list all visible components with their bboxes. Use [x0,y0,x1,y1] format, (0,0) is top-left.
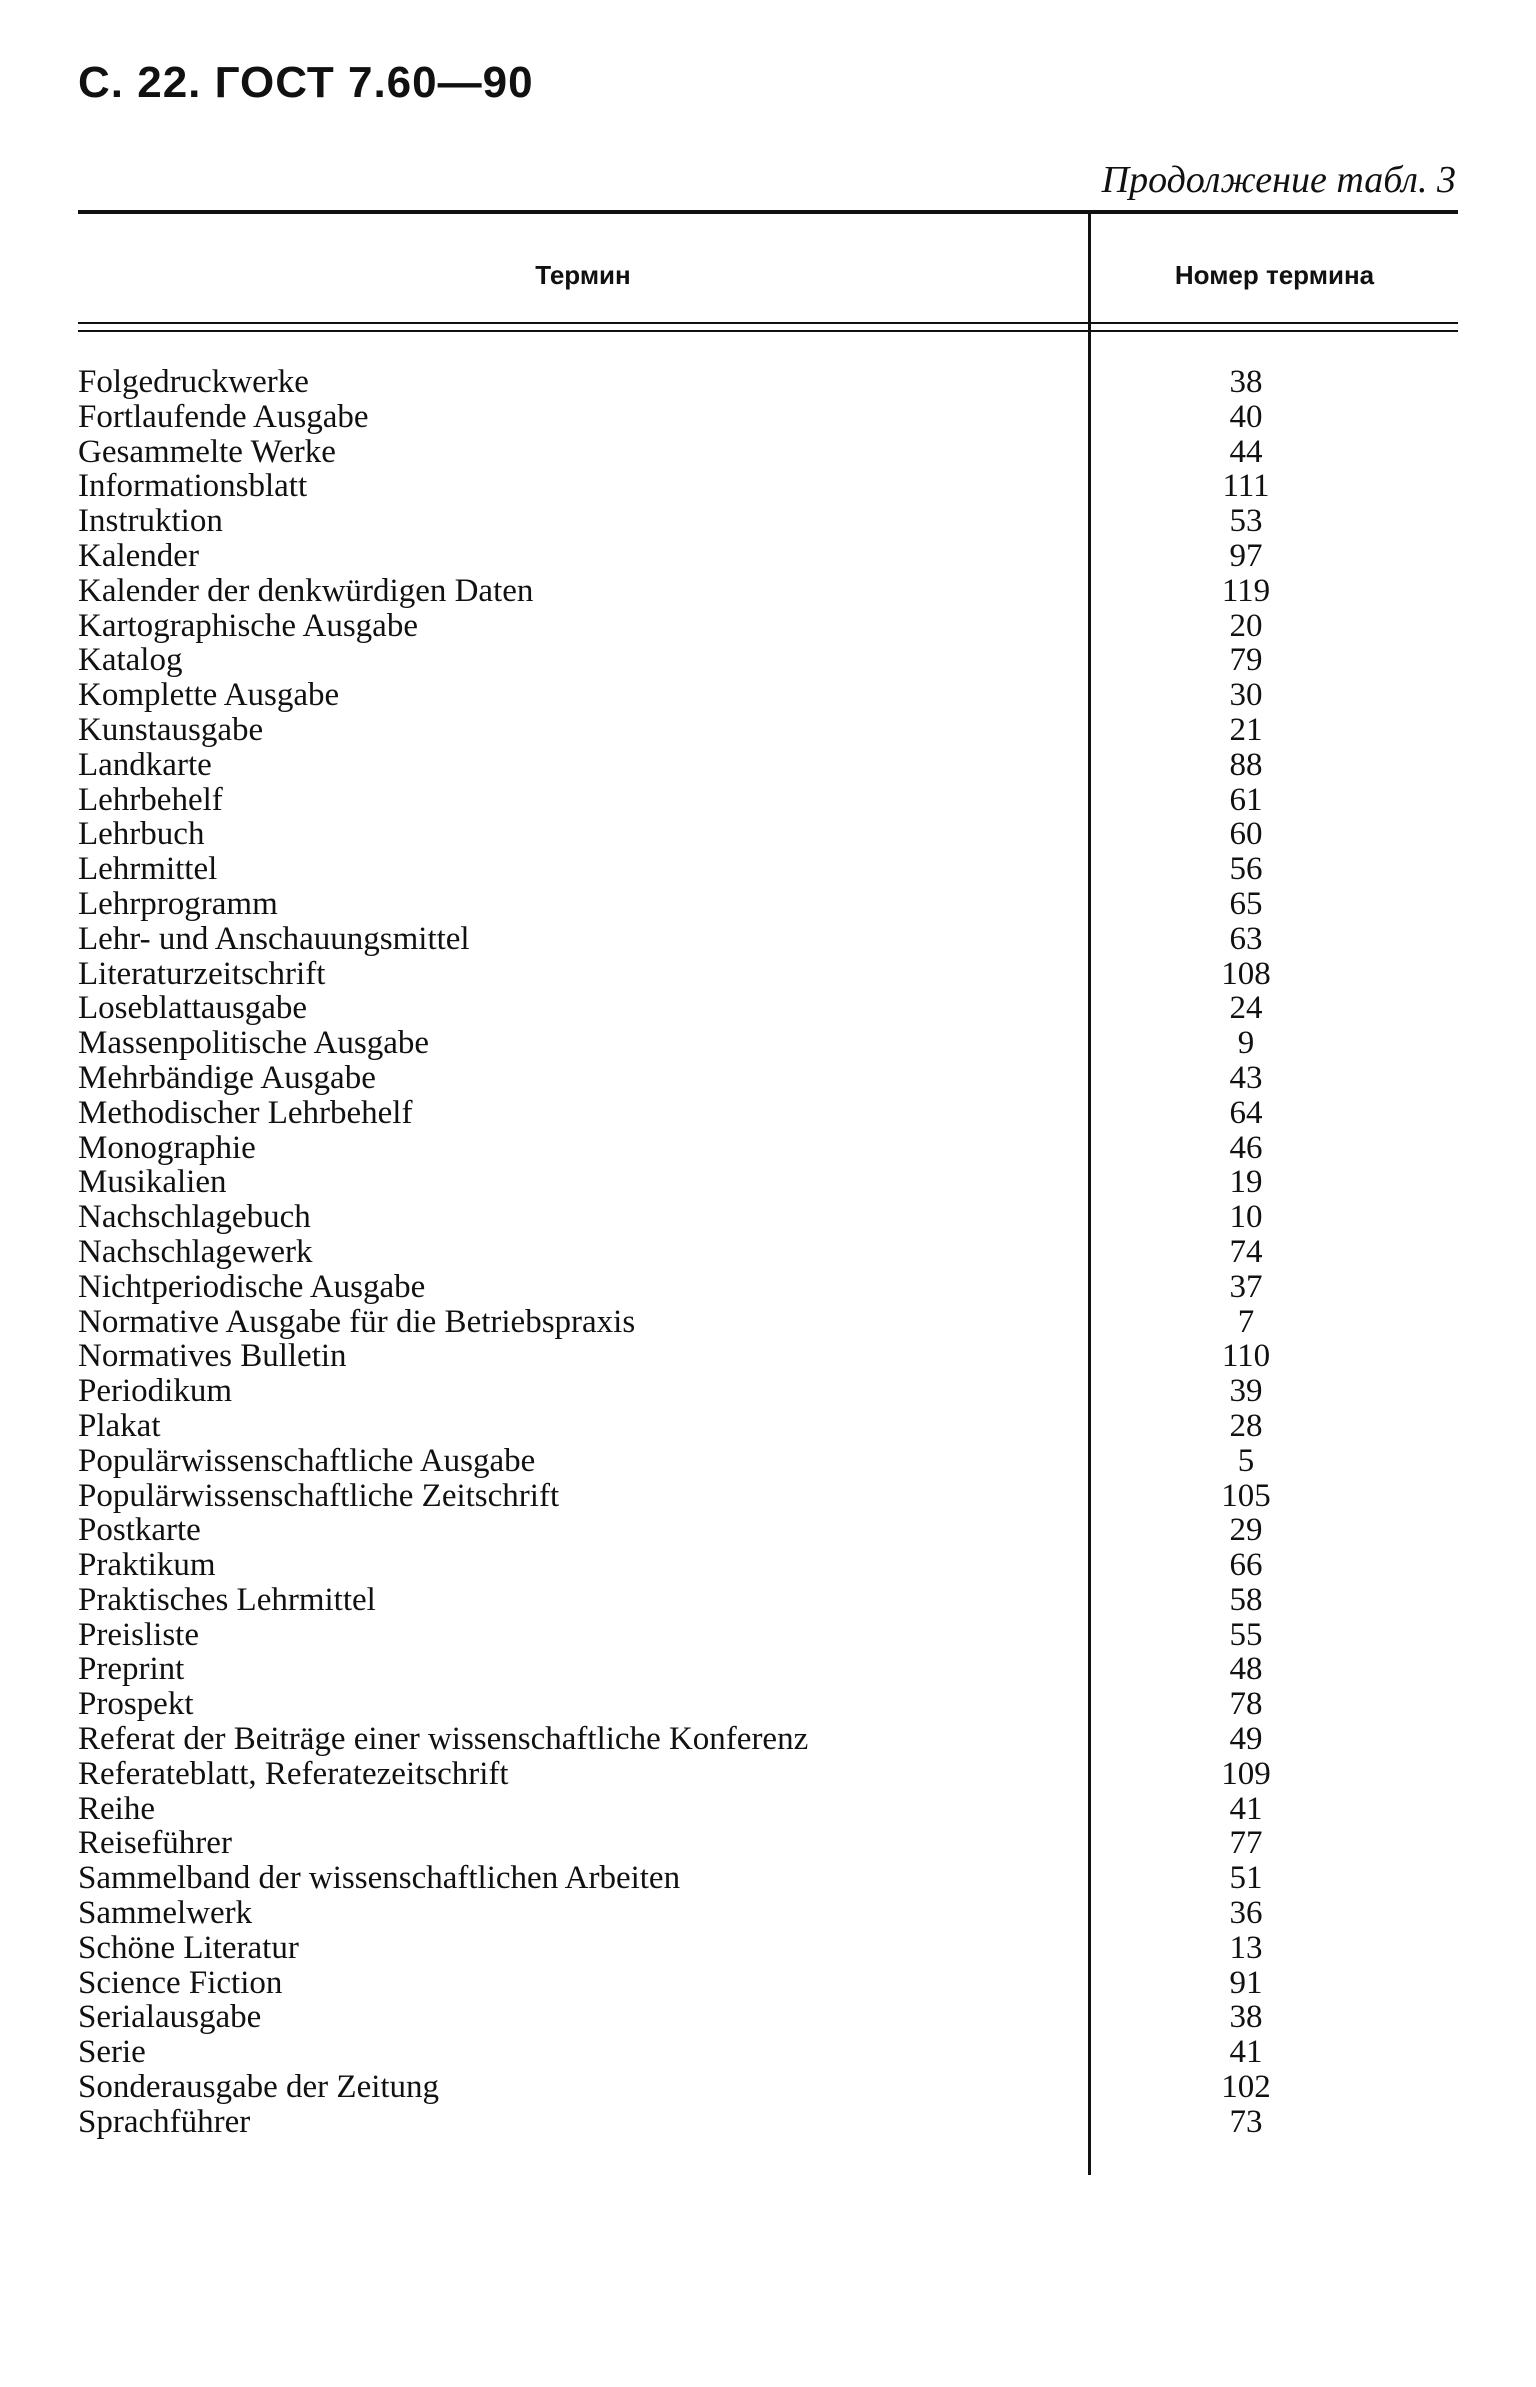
table-row [78,1687,1458,1722]
term-cell: Serie [78,2034,146,2071]
term-number-cell: 40 [1229,398,1263,435]
term-cell: Lehrbehelf [78,781,223,818]
term-cell: Nachschlagebuch [78,1199,311,1236]
table-row [78,1339,1458,1374]
term-number-cell: 39 [1229,1373,1263,1410]
term-cell: Kalender der denkwürdigen Daten [78,572,534,609]
term-cell: Populärwissenschaftliche Ausgabe [78,1442,536,1479]
term-cell: Schöne Literatur [78,1929,299,1966]
term-number-cell: 24 [1229,990,1263,1027]
term-number-cell: 105 [1221,1477,1271,1514]
term-cell: Referat der Beiträge einer wissenschaftliche Konferenz [78,1721,809,1758]
term-number-cell: 38 [1229,1999,1263,2036]
table-row [78,887,1458,922]
term-cell: Kalender [78,537,199,574]
table-row [78,713,1458,748]
term-number-cell: 41 [1229,2034,1263,2071]
table-row [78,1235,1458,1270]
page-header: С. 22. ГОСТ 7.60—90 [78,58,534,107]
table-row [78,504,1458,539]
table-row [78,609,1458,644]
term-number-cell: 74 [1229,1233,1263,1270]
term-number-cell: 7 [1237,1303,1255,1340]
term-cell: Loseblattausgabe [78,990,308,1027]
term-number-cell: 77 [1229,1825,1263,1862]
table-row [78,539,1458,574]
term-number-cell: 36 [1229,1895,1263,1932]
term-cell: Lehrprogramm [78,885,278,922]
table-row [78,991,1458,1026]
term-number-cell: 61 [1229,781,1263,818]
term-number-cell: 29 [1229,1512,1263,1549]
table-row [78,1165,1458,1200]
term-cell: Reiseführer [78,1825,232,1862]
table-row [78,1652,1458,1687]
term-cell: Instruktion [78,503,223,540]
term-cell: Nichtperiodische Ausgabe [78,1268,426,1305]
table-body [78,365,1458,2140]
term-number-cell: 43 [1229,1059,1263,1096]
table-row [78,1513,1458,1548]
term-number-cell: 65 [1229,885,1263,922]
header-double-rule [78,322,1458,332]
term-cell: Kunstausgabe [78,711,264,748]
term-cell: Populärwissenschaftliche Zeitschrift [78,1477,560,1514]
term-cell: Praktisches Lehrmittel [78,1581,376,1618]
table-row [78,1896,1458,1931]
term-number-cell: 102 [1221,2069,1271,2106]
term-cell: Plakat [78,1407,161,1444]
column-header-number: Номер термина [1174,260,1375,290]
term-number-cell: 60 [1229,816,1263,853]
term-number-cell: 88 [1229,746,1263,783]
table-continuation-label: Продолжение табл. 3 [1101,159,1456,201]
term-number-cell: 109 [1221,1755,1271,1792]
term-number-cell: 91 [1229,1964,1263,2001]
term-number-cell: 28 [1229,1407,1263,1444]
table-row [78,2105,1458,2140]
table-row [78,852,1458,887]
table-row [78,1548,1458,1583]
table-row [78,1479,1458,1514]
term-number-cell: 58 [1229,1581,1263,1618]
table-row [78,1722,1458,1757]
term-cell: Referateblatt, Referatezeitschrift [78,1755,509,1792]
term-number-cell: 46 [1229,1129,1263,1166]
table-row [78,1966,1458,2001]
table-row [78,1792,1458,1827]
table-row [78,1200,1458,1235]
term-cell: Preisliste [78,1616,199,1653]
term-cell: Fortlaufende Ausgabe [78,398,369,435]
term-cell: Monographie [78,1129,256,1166]
term-cell: Postkarte [78,1512,201,1549]
table-row [78,1618,1458,1653]
term-number-cell: 37 [1229,1268,1263,1305]
table-row [78,1444,1458,1479]
term-cell: Lehrmittel [78,851,218,888]
term-number-cell: 9 [1237,1025,1255,1062]
term-cell: Periodikum [78,1373,232,1410]
term-number-cell: 21 [1229,711,1263,748]
term-number-cell: 79 [1229,642,1263,679]
table-row [78,574,1458,609]
term-cell: Literaturzeitschrift [78,955,326,992]
term-cell: Serialausgabe [78,1999,262,2036]
table-row [78,1861,1458,1896]
term-number-cell: 48 [1229,1651,1263,1688]
table-row [78,1131,1458,1166]
term-cell: Sprachführer [78,2103,251,2140]
table-row [78,1096,1458,1131]
table-row [78,957,1458,992]
table-row [78,1757,1458,1792]
table-row [78,2070,1458,2105]
term-number-cell: 20 [1229,607,1263,644]
table-top-rule [78,210,1458,214]
table-row [78,435,1458,470]
term-number-cell: 63 [1229,920,1263,957]
term-number-cell: 55 [1229,1616,1263,1653]
table-row [78,922,1458,957]
term-number-cell: 78 [1229,1686,1263,1723]
term-cell: Kartographische Ausgabe [78,607,418,644]
term-number-cell: 64 [1229,1094,1263,1131]
table-row [78,365,1458,400]
term-cell: Normatives Bulletin [78,1338,347,1375]
term-cell: Sonderausgabe der Zeitung [78,2069,440,2106]
table-row [78,817,1458,852]
term-number-cell: 51 [1229,1860,1263,1897]
table-row [78,1931,1458,1966]
table-row [78,783,1458,818]
term-cell: Katalog [78,642,183,679]
term-number-cell: 38 [1229,364,1263,400]
term-number-cell: 73 [1229,2103,1263,2140]
term-number-cell: 5 [1237,1442,1255,1479]
term-cell: Preprint [78,1651,185,1688]
term-number-cell: 110 [1221,1338,1271,1375]
term-number-cell: 108 [1221,955,1271,992]
terms-table [78,210,1458,2175]
table-row [78,678,1458,713]
term-number-cell: 13 [1229,1929,1263,1966]
term-cell: Sammelwerk [78,1895,253,1932]
table-row [78,1583,1458,1618]
table-row [78,1305,1458,1340]
term-number-cell: 56 [1229,851,1263,888]
table-row [78,1026,1458,1061]
table-row [78,643,1458,678]
term-number-cell: 10 [1229,1199,1263,1236]
term-number-cell: 49 [1229,1721,1263,1758]
term-number-cell: 111 [1222,468,1270,505]
term-cell: Massenpolitische Ausgabe [78,1025,430,1062]
term-cell: Gesammelte Werke [78,433,336,470]
term-number-cell: 53 [1229,503,1263,540]
term-cell: Lehr- und Anschauungsmittel [78,920,470,957]
table-row [78,400,1458,435]
term-cell: Lehrbuch [78,816,205,853]
table-row [78,469,1458,504]
term-cell: Nachschlagewerk [78,1233,313,1270]
term-cell: Komplette Ausgabe [78,677,340,714]
term-cell: Mehrbändige Ausgabe [78,1059,376,1096]
term-number-cell: 66 [1229,1547,1263,1584]
table-row [78,748,1458,783]
table-row [78,1270,1458,1305]
term-number-cell: 97 [1229,537,1263,574]
term-cell: Methodischer Lehrbehelf [78,1094,413,1131]
term-number-cell: 44 [1229,433,1263,470]
term-number-cell: 119 [1221,572,1271,609]
term-cell: Praktikum [78,1547,216,1584]
table-row [78,1409,1458,1444]
table-row [78,1061,1458,1096]
term-cell: Musikalien [78,1164,227,1201]
term-cell: Normative Ausgabe für die Betriebspraxis [78,1303,636,1340]
term-cell: Reihe [78,1790,155,1827]
table-row [78,2035,1458,2070]
term-cell: Sammelband der wissenschaftlichen Arbeiten [78,1860,681,1897]
term-cell: Science Fiction [78,1964,283,2001]
table-row [78,2000,1458,2035]
term-cell: Prospekt [78,1686,194,1723]
term-cell: Landkarte [78,746,212,783]
table-row [78,1826,1458,1861]
table-row [78,1374,1458,1409]
term-cell: Folgedruckwerke [78,364,309,400]
term-number-cell: 30 [1229,677,1263,714]
column-header-term: Термин [535,260,631,290]
term-cell: Informationsblatt [78,468,308,505]
term-number-cell: 19 [1229,1164,1263,1201]
term-number-cell: 41 [1229,1790,1263,1827]
